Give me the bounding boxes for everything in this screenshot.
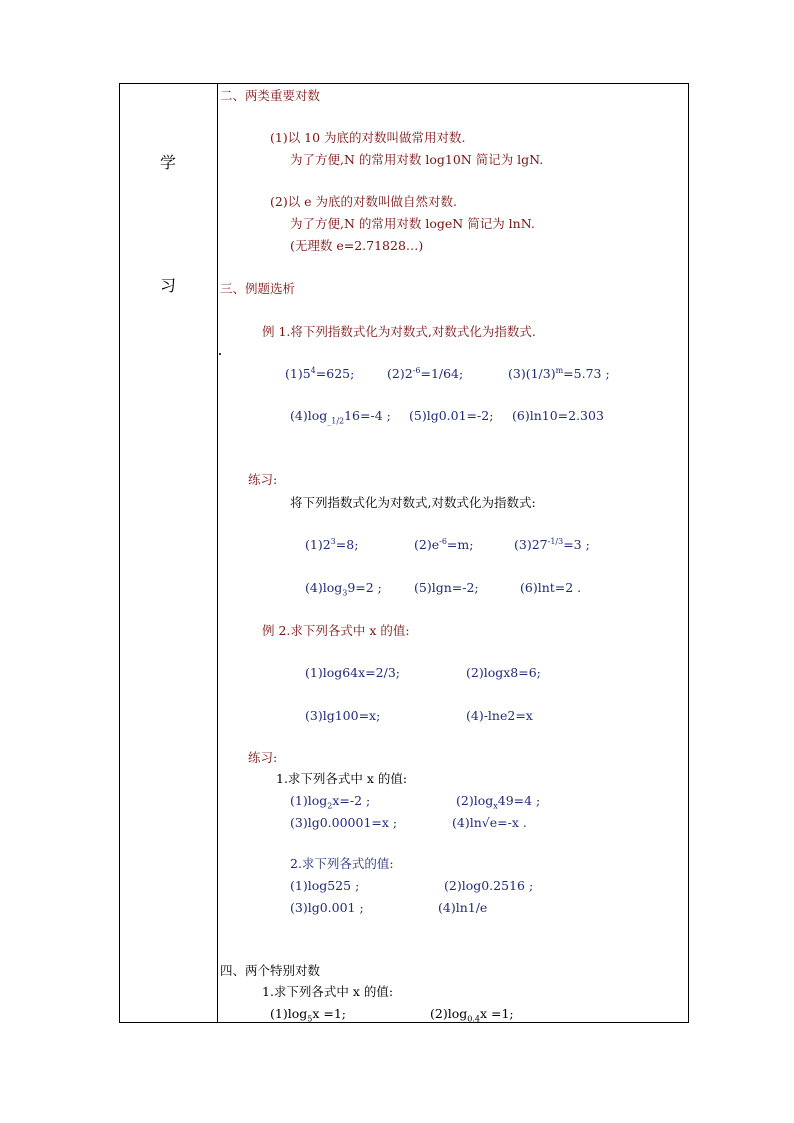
example2-item: (4)-lne2=x xyxy=(466,708,533,723)
stray-mark xyxy=(219,353,221,355)
example1-item: (6)ln10=2.303 xyxy=(512,408,604,423)
section2-heading: 二、两类重要对数 xyxy=(220,88,321,103)
practice2-q1-item: $(2)\log_x49=4$ ; xyxy=(456,793,541,811)
practice2-q2-item: (4)ln1/e xyxy=(438,900,488,915)
practice1-item: $(2)e^{-6}=m$; xyxy=(414,536,474,552)
example1-item: $(2)2^{-6}=1/64$; xyxy=(387,365,464,381)
section3-heading: 三、例题选析 xyxy=(220,281,296,296)
sec4-q1-item: $(1)\log_5x =1$; xyxy=(270,1006,346,1024)
practice1-label: 练习: xyxy=(248,472,278,487)
sec2-item2-line1: (2)以 e 为底的对数叫做自然对数. xyxy=(270,194,458,209)
column-divider xyxy=(217,83,218,1023)
practice1-item: (6)lnt=2 . xyxy=(520,580,582,595)
practice2-q1-title: 1.求下列各式中 x 的值: xyxy=(276,771,408,786)
example1-title: 例 1.将下列指数式化为对数式,对数式化为指数式. xyxy=(262,324,536,339)
side-label-xi: 习 xyxy=(160,276,177,295)
example2-item: (2)logx8=6; xyxy=(466,665,541,680)
sec2-item1-line1: (1)以 10 为底的对数叫做常用对数. xyxy=(270,130,466,145)
practice2-label: 练习: xyxy=(248,750,278,765)
practice1-item: $(3)27^{-1/3}=3$ ; xyxy=(514,536,590,552)
practice2-q1-item: (4)ln√e=-x . xyxy=(452,815,527,830)
sec2-item1-line2: 为了方便,N 的常用对数 log10N 简记为 lgN. xyxy=(290,152,544,167)
practice1-item: (5)lgn=-2; xyxy=(414,580,479,595)
practice2-q2-item: (3)lg0.001 ; xyxy=(290,900,364,915)
practice1-item: $(1)2^3=8$; xyxy=(305,536,359,552)
sec4-q1-title: 1.求下列各式中 x 的值: xyxy=(262,984,394,999)
practice2-q2-item: (2)log0.2516 ; xyxy=(444,878,534,893)
example1-item: $(1)5^4=625$; xyxy=(285,365,355,381)
practice2-q1-item: (3)lg0.00001=x ; xyxy=(290,815,398,830)
example2-item: (1)log64x=2/3; xyxy=(305,665,400,680)
practice2-q2-item: (1)log525 ; xyxy=(290,878,360,893)
sec4-q1-item: $(2)\log_{0.4}x =1$; xyxy=(430,1006,514,1024)
sec2-item2-line2: 为了方便,N 的常用对数 logeN 简记为 lnN. xyxy=(290,216,535,231)
sec2-item2-line3: (无理数 e=2.71828…) xyxy=(290,238,424,253)
example1-item: $(4)\log_{\_1/2}16=-4$ ; xyxy=(290,408,391,426)
example1-item: (5)lg0.01=-2; xyxy=(409,408,494,423)
example1-item: $(3)(1/3)^m=5.73$ ; xyxy=(508,365,610,381)
practice2-q2-title: 2.求下列各式的值: xyxy=(290,856,394,871)
practice1-item: $(4)\log_39=2$ ; xyxy=(305,580,382,598)
example2-title: 例 2.求下列各式中 x 的值: xyxy=(262,623,410,638)
practice2-q1-item: $(1)\log_2x=-2$ ; xyxy=(290,793,371,811)
practice1-title: 将下列指数式化为对数式,对数式化为指数式: xyxy=(290,495,536,510)
example2-item: (3)lg100=x; xyxy=(305,708,381,723)
section4-heading: 四、两个特别对数 xyxy=(220,963,321,978)
side-label-xue: 学 xyxy=(160,153,177,172)
